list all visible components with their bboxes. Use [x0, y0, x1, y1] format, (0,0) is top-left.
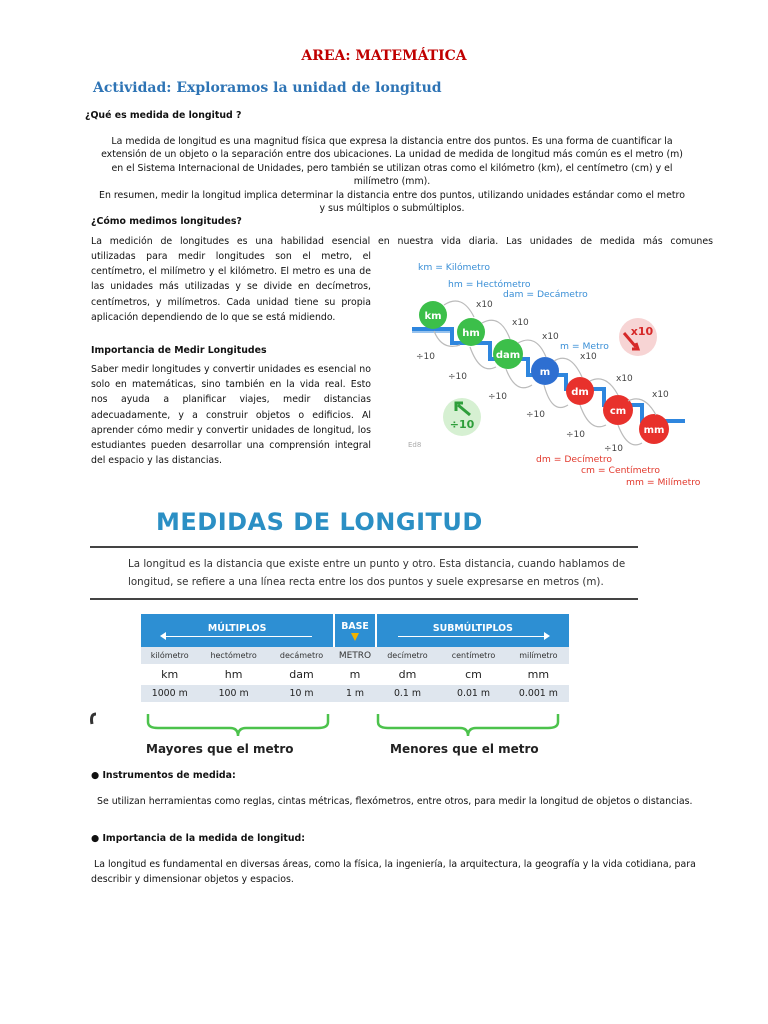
times-label: x10 [542, 332, 559, 342]
divider [90, 546, 638, 548]
table-cell: 1000 m [141, 685, 198, 702]
question-how-we-measure: ¿Cómo medimos longitudes? [91, 216, 242, 227]
table-cell: milímetro [508, 647, 569, 664]
header-multiples [141, 614, 334, 647]
watermark: Ed8 [408, 441, 422, 449]
multiples-label: MÚLTIPLOS [207, 622, 267, 634]
legend-m: m = Metro [560, 341, 609, 352]
intro-paragraph [72, 135, 712, 215]
header-base [334, 614, 375, 647]
divider [90, 598, 638, 600]
area-title: AREA: MATEMÁTICA [301, 48, 467, 64]
summary-line: En resumen, medir la longitud implica determinar la distancia entre dos puntos, utilizando unidades estándar como el metro [99, 189, 685, 201]
summary-line: y sus múltiplos o submúltiplos. [319, 203, 465, 215]
table-cell: km [141, 664, 198, 685]
legend-mm: mm = Milímetro [626, 477, 701, 488]
times-label: x10 [476, 300, 493, 310]
down-arrow-icon [351, 633, 359, 641]
intro-line: en el Sistema Internacional de Unidades, pero también se utilizan otras como el kilómetro (km), el centímetro (cm) y el [111, 162, 673, 174]
table-cell: 100 m [198, 685, 268, 702]
divide-labels [416, 352, 623, 454]
bubble-label: mm [643, 425, 665, 436]
question-what-is-length: ¿Qué es medida de longitud ? [85, 110, 242, 121]
table-row-values [141, 685, 569, 702]
table-cell: 10 m [269, 685, 335, 702]
instruments-heading: ● Instrumentos de medida: [91, 770, 236, 781]
brace-bigger [148, 714, 328, 736]
activity-title: Actividad: Exploramos la unidad de longitud [93, 80, 442, 96]
right-arrow-icon [398, 636, 548, 637]
times-label: x10 [652, 390, 669, 400]
legend-km: km = Kilómetro [418, 262, 490, 273]
brace-smaller [378, 714, 558, 736]
units-table [141, 614, 569, 702]
table-cell: m [334, 664, 375, 685]
table-cell: 0.1 m [376, 685, 440, 702]
base-label: BASE [341, 620, 369, 632]
legend-bottom [536, 454, 701, 488]
length-measures-panel [88, 498, 640, 770]
intro-line: extensión de un objeto o la separación entre dos ubicaciones. La unidad de medida de longitud más común es el metro (m) [101, 149, 683, 161]
measure-paragraph: utilizadas para medir longitudes son el metro, el centímetro, el milímetro y el kilómetro. El metro es una de las unidades más utilizadas y se divide en decímetros, centímetros, y milímetros. Cada unidad tiene su propia aplicación dependiendo de lo que se está midiendo. [91, 251, 371, 323]
table-cell: centímetro [439, 647, 508, 664]
bubble-label: m [539, 367, 551, 378]
table-cell: 0.01 m [439, 685, 508, 702]
divide-label: ÷10 [604, 444, 623, 454]
intro-line: La medida de longitud es una magnitud física que expresa la distancia entre dos puntos. Es una forma de cuantificar la [111, 136, 673, 147]
times-label: x10 [512, 318, 529, 328]
times-label: x10 [616, 374, 633, 384]
table-cell: hectómetro [198, 647, 268, 664]
bubble-label: hm [462, 328, 480, 339]
unit-ladder-diagram [400, 255, 720, 491]
divide-label: ÷10 [416, 352, 435, 362]
legend-top [418, 262, 588, 300]
table-cell: decámetro [269, 647, 335, 664]
legend-hm: hm = Hectómetro [448, 279, 531, 290]
table-cell: cm [439, 664, 508, 685]
instruments-paragraph: Se utilizan herramientas como reglas, cintas métricas, flexómetros, entre otros, para medir la longitud de objetos o distancias. [97, 796, 693, 807]
table-row-names [141, 647, 569, 664]
panel-title: MEDIDAS DE LONGITUD [156, 508, 483, 536]
divide-label: ÷10 [526, 410, 545, 420]
table-cell: hm [198, 664, 268, 685]
importance-heading: Importancia de Medir Longitudes [91, 345, 267, 356]
legend-dam: dam = Decámetro [503, 289, 588, 300]
big-times-label: x10 [630, 325, 654, 338]
label-smaller-than-meter: Menores que el metro [390, 742, 539, 756]
table-cell: dm [376, 664, 440, 685]
table-header-row [141, 614, 569, 647]
table-cell: 1 m [334, 685, 375, 702]
divide-label: ÷10 [566, 430, 585, 440]
table-cell: decímetro [376, 647, 440, 664]
submultiples-label: SUBMÚLTIPLOS [432, 622, 513, 634]
big-divide-label: ÷10 [449, 418, 475, 431]
table-cell: kilómetro [141, 647, 198, 664]
bubble-label: cm [609, 406, 627, 417]
panel-description: La longitud es la distancia que existe entre un punto y otro. Esta distancia, cuando hablamos de longitud, se refiere a una línea recta entre los dos puntos y suele expresarse en metros (m). [128, 558, 626, 588]
table-cell: dam [269, 664, 335, 685]
header-submultiples [376, 614, 569, 647]
legend-cm: cm = Centímetro [581, 465, 660, 476]
table-cell: 0.001 m [508, 685, 569, 702]
times-label: x10 [580, 352, 597, 362]
importance-paragraph: Saber medir longitudes y convertir unidades es esencial no solo en matemáticas, sino también en la vida real. Esto nos ayuda a planificar viajes, medir distancias adecuadamente, y a construir objetos o edificios. Al aprender cómo medir y convertir unidades de longitud, los estudiantes pueden desarrollar una comprensión integral del espacio y las distancias. [91, 364, 371, 467]
table-row-symbols [141, 664, 569, 685]
bubble-label: dam [495, 350, 521, 361]
importance-length-paragraph: La longitud es fundamental en diversas áreas, como la física, la ingeniería, la arquitectura, la geografía y la vida cotidiana, para describir y dimensionar objetos y espacios. [91, 859, 696, 886]
bubble-label: dm [571, 387, 589, 398]
legend-dm: dm = Decímetro [536, 454, 613, 465]
bubble-label: km [424, 311, 442, 322]
importance-length-heading: ● Importancia de la medida de longitud: [91, 833, 306, 844]
table-cell: METRO [334, 647, 375, 664]
divide-label: ÷10 [488, 392, 507, 402]
grouping-braces [88, 710, 640, 742]
table-cell: mm [508, 664, 569, 685]
left-arrow-icon [162, 636, 312, 637]
divide-label: ÷10 [448, 372, 467, 382]
measure-paragraph-first-line: La medición de longitudes es una habilidad esencial en nuestra vida diaria. Las unidades de medida más comunes [91, 236, 713, 247]
intro-line: milímetro (mm). [353, 176, 431, 188]
label-bigger-than-meter: Mayores que el metro [146, 742, 294, 756]
